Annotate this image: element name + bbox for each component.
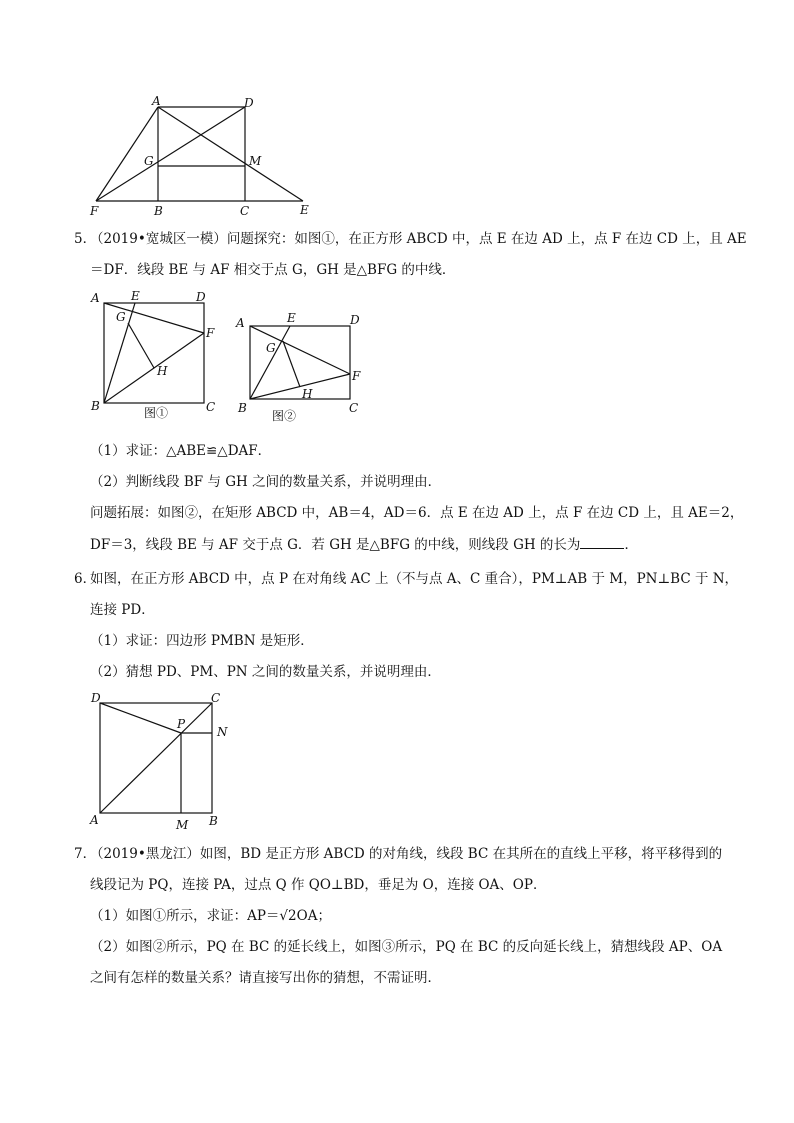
label-D: D: [196, 290, 206, 304]
sqrt-two: √2: [279, 908, 297, 924]
q5-number: 5．: [74, 231, 97, 247]
label-C: C: [206, 400, 216, 414]
q7-number: 7．: [74, 846, 97, 862]
q7-part2: （2）如图②所示，PQ 在 BC 的延长线上，如图③所示，PQ 在 BC 的反向延长线上，猜想线段 AP、OA: [90, 939, 723, 955]
q5-line2: ＝DF．线段 BE 与 AF 相交于点 G，GH 是△BFG 的中线．: [90, 262, 456, 278]
label-C: C: [349, 401, 359, 415]
q6-line2: 连接 PD．: [90, 602, 155, 618]
label-M: M: [176, 818, 189, 832]
q5-extension-line2: [90, 534, 638, 555]
q6-figure: [88, 688, 238, 833]
q7-line1: （2019•黑龙江）如图，BD 是正方形 ABCD 的对角线，线段 BC 在其所在的直线上平移，将平移得到的: [90, 846, 723, 862]
q7-part1: [90, 906, 331, 926]
label-G: G: [266, 341, 276, 355]
q5-figure-1: [88, 288, 228, 423]
label-B: B: [154, 204, 163, 218]
label-F: F: [352, 369, 361, 383]
q7-part1-text: （1）如图①所示，求证：AP＝: [90, 908, 280, 924]
label-A: A: [152, 94, 161, 108]
label-G: G: [116, 310, 126, 324]
label-E: E: [287, 311, 296, 325]
q6-part2: （2）猜想 PD、PM、PN 之间的数量关系，并说明理由．: [90, 664, 441, 680]
label-F: F: [90, 204, 99, 218]
q5-extension-line1: 问题拓展：如图②，在矩形 ABCD 中，AB＝4，AD＝6．点 E 在边 AD 上，点 F 在边 CD 上，且 AE＝2，: [90, 505, 744, 521]
label-E: E: [300, 203, 309, 217]
figure-caption: 图②: [272, 409, 297, 423]
label-D: D: [91, 691, 101, 705]
label-C: C: [240, 204, 250, 218]
label-P: P: [177, 717, 186, 731]
q5-part2: （2）判断线段 BF 与 GH 之间的数量关系，并说明理由．: [90, 474, 442, 490]
label-A: A: [91, 291, 100, 305]
q5-line1: （2019•宽城区一模）问题探究：如图①，在正方形 ABCD 中，点 E 在边 AD 上，点 F 在边 CD 上，且 AE: [90, 231, 747, 247]
label-N: N: [217, 725, 228, 739]
label-D: D: [350, 313, 360, 327]
top-figure: [88, 95, 328, 220]
q6-line1: 如图，在正方形 ABCD 中，点 P 在对角线 AC 上（不与点 A、C 重合），PM⊥AB 于 M，PN⊥BC 于 N，: [90, 571, 739, 587]
label-A: A: [90, 813, 99, 827]
q7-part1-end: OA；: [296, 908, 331, 924]
label-M: M: [249, 154, 262, 168]
label-G: G: [144, 154, 154, 168]
q5-extension-end: ．: [624, 537, 638, 553]
q7-line2: 线段记为 PQ，连接 PA，过点 Q 作 QO⊥BD，垂足为 O，连接 OA、OP．: [90, 877, 547, 893]
label-A: A: [236, 316, 245, 330]
figure-caption: 图①: [144, 406, 169, 420]
label-E: E: [131, 289, 140, 303]
q7-part3: 之间有怎样的数量关系？请直接写出你的猜想，不需证明．: [90, 970, 441, 986]
q5-figure-2: [232, 310, 372, 425]
q5-part1: （1）求证：△ABE≌△DAF．: [90, 443, 272, 459]
q6-number: 6．: [74, 571, 97, 587]
label-B: B: [209, 814, 218, 828]
label-H: H: [157, 364, 168, 378]
answer-blank[interactable]: [580, 534, 624, 549]
label-B: B: [238, 401, 247, 415]
label-B: B: [91, 399, 100, 413]
q6-part1: （1）求证：四边形 PMBN 是矩形．: [90, 633, 314, 649]
label-H: H: [302, 387, 313, 401]
label-F: F: [206, 326, 215, 340]
label-C: C: [211, 691, 221, 705]
label-D: D: [244, 96, 254, 110]
q5-extension-text: DF＝3，线段 BE 与 AF 交于点 G．若 GH 是△BFG 的中线，则线段 GH 的长为: [90, 537, 581, 553]
